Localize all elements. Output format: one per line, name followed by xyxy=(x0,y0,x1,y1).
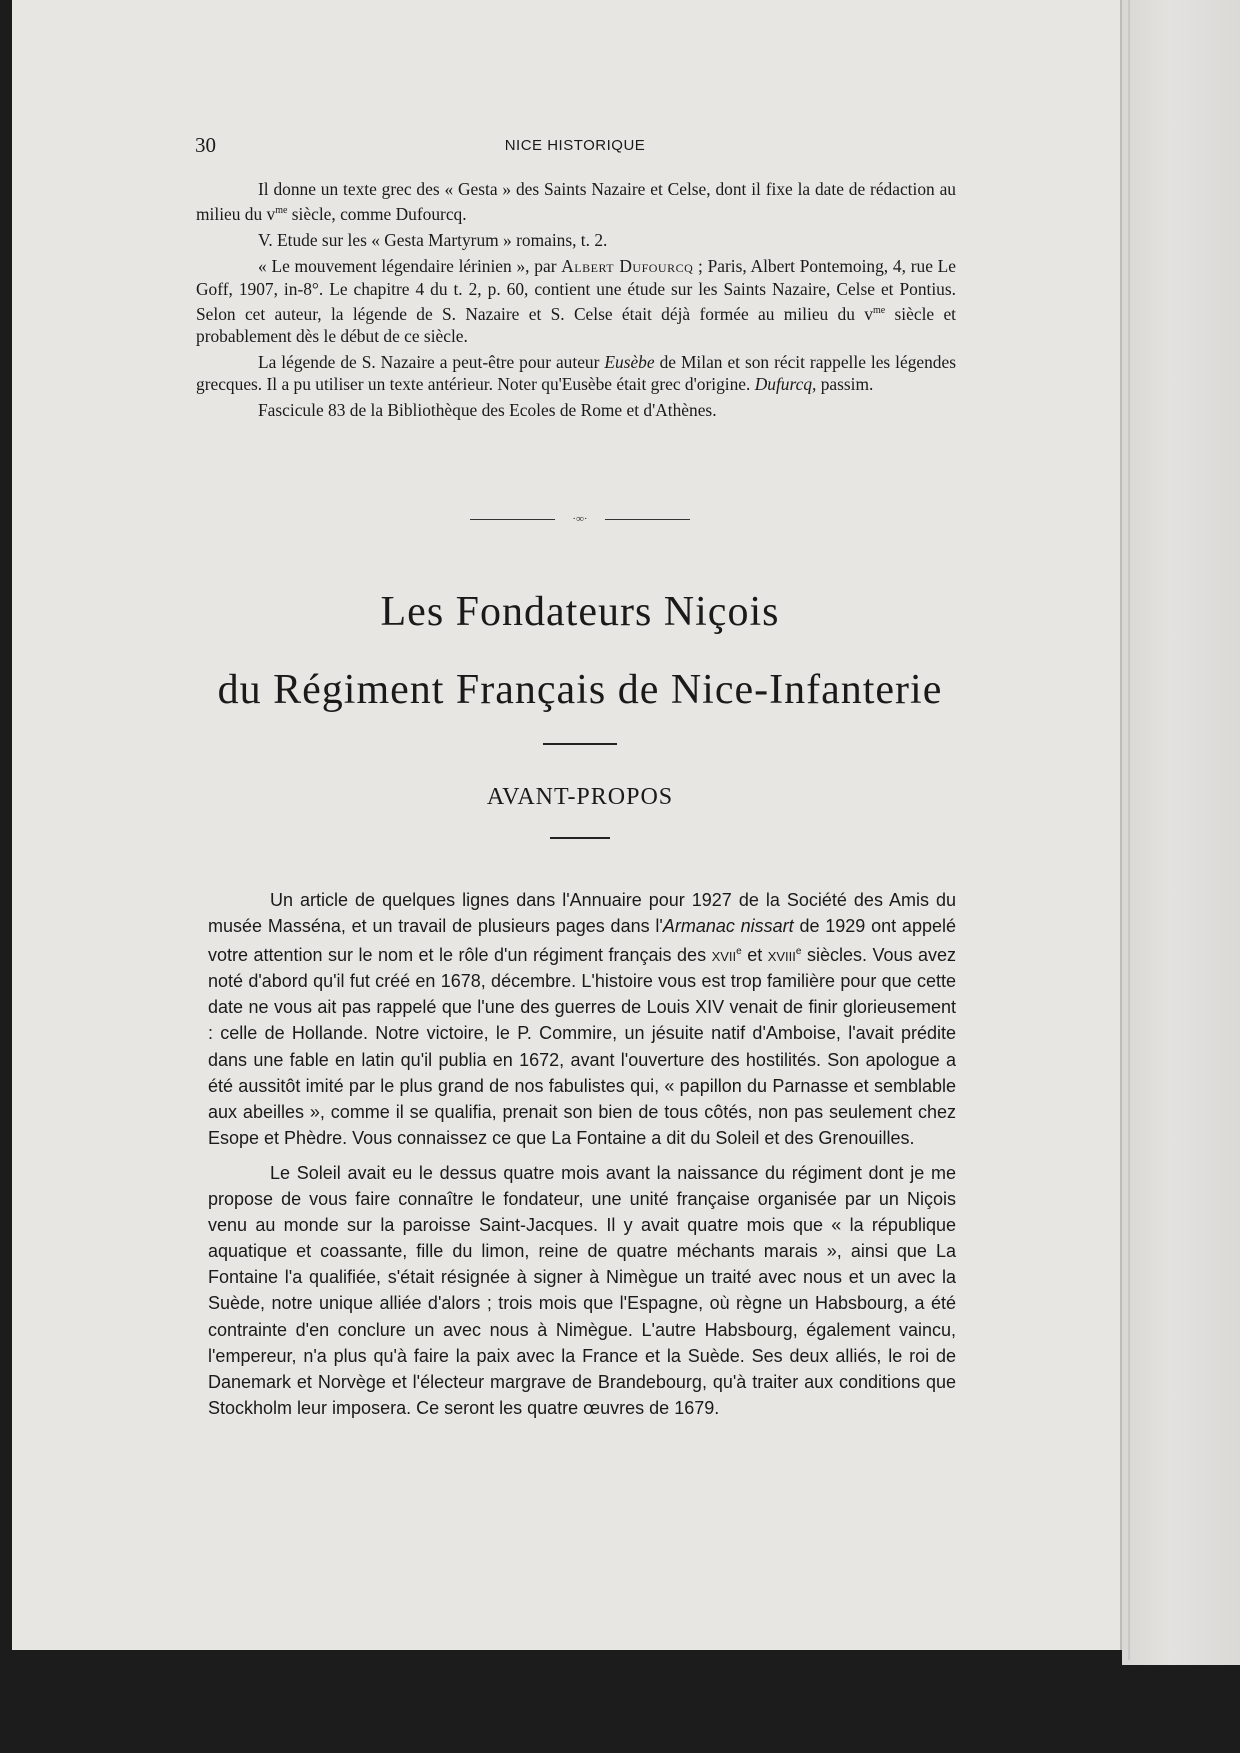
footnotes-block xyxy=(196,178,956,426)
page-number: 30 xyxy=(195,133,216,157)
title-rule xyxy=(543,743,617,745)
running-head: NICE HISTORIQUE xyxy=(504,137,646,154)
author-name: Albert Dufourcq xyxy=(561,256,694,277)
page-header xyxy=(195,133,955,157)
note-paragraph: « Le mouvement légendaire lérinien », par Albert Dufourcq ; Paris, Albert Pontemoing, 4, rue Le Goff, 1907, in-8°. Le chapitre 4 du t. 2, p. 60, contient une étude sur les Saints Nazaire, Celse et Pontius. Selon cet auteur, la légende de S. Nazaire et S. Celse était déjà formée au milieu du $v^{me}$ siècle et probablement dès le début de ce siècle. xyxy=(196,256,957,346)
section-ornament: ·∞· xyxy=(470,512,690,526)
note-paragraph: Fascicule 83 de la Bibliothèque des Ecoles de Rome et d'Athènes. xyxy=(258,400,717,421)
article-title-line-2: du Régiment Français de Nice-Infanterie xyxy=(217,667,943,713)
body-paragraph: Le Soleil avait eu le dessus quatre mois avant la naissance du régiment dont je me propose de vous faire connaître le fondateur, une unité française organisée par un Niçois venu au monde sur la paroisse Saint-Jacques. Il y avait quatre mois que « la république aquatique et coassante, fille du limon, reine de quatre méchants marais », ainsi que La Fontaine l'a qualifiée, s'était résignée à signer à Nimègue un traité avec nous et un avec la Suède, notre unique alliée d'alors ; trois mois que l'Espagne, où règne un Habsbourg, a été contrainte d'en conclure un avec nous à Nimègue. L'autre Habsbourg, également vaincu, l'empereur, n'a plus qu'à faire la paix avec la France et la Suède. Ses deux alliés, le roi de Danemark et Norvège et l'électeur margrave de Brandebourg, qu'à traiter aux conditions que Stockholm leur imposera. Ce seront les quatre œuvres de 1679. xyxy=(208,1162,956,1418)
note-paragraph: V. Etude sur les « Gesta Martyrum » romains, t. 2. xyxy=(258,230,608,251)
body-paragraph: Un article de quelques lignes dans l'Annuaire pour 1927 de la Société des Amis du musée Masséna, et un travail de plusieurs pages dans l'Armanac nissart de 1929 ont appelé votre attention sur le nom et le rôle d'un régiment français des xvii$^e$ et xviii$^e$ siècles. Vous avez noté d'abord qu'il fut créé en 1678, décembre. L'histoire vous est trop familière pour que cette date ne vous ait pas rappelé que l'une des guerres de Louis XIV venait de finir glorieusement : celle de Hollande. Notre victoire, le P. Commire, un jésuite natif d'Amboise, l'avait prédite dans une fable en latin qu'il publia en 1672, avant l'ouverture des hostilités. Son apologue a été aussitôt imité par le plus grand de nos fabulistes qui, « papillon du Parnasse et semblable aux abeilles », comme il se qualifia, prenait son bien de tous côtés, non pas seulement chez Esope et Phèdre. Vous connaissez ce que La Fontaine a dit du Soleil et des Grenouilles. xyxy=(208,890,956,1148)
article-body xyxy=(208,887,956,1430)
article-title-line-1: Les Fondateurs Niçois xyxy=(380,589,780,635)
section-heading: AVANT-PROPOS xyxy=(486,784,674,810)
note-paragraph: La légende de S. Nazaire a peut-être pour auteur Eusèbe de Milan et son récit rappelle les légendes grecques. Il a pu utiliser un texte antérieur. Noter qu'Eusèbe était grec d'origine. Dufurcq, passim. xyxy=(196,352,956,395)
heading-rule xyxy=(550,837,610,839)
note-paragraph: Il donne un texte grec des « Gesta » des Saints Nazaire et Celse, dont il fixe la date de rédaction au milieu du $v^{me}$ siècle, comme Dufourcq. xyxy=(196,179,956,224)
